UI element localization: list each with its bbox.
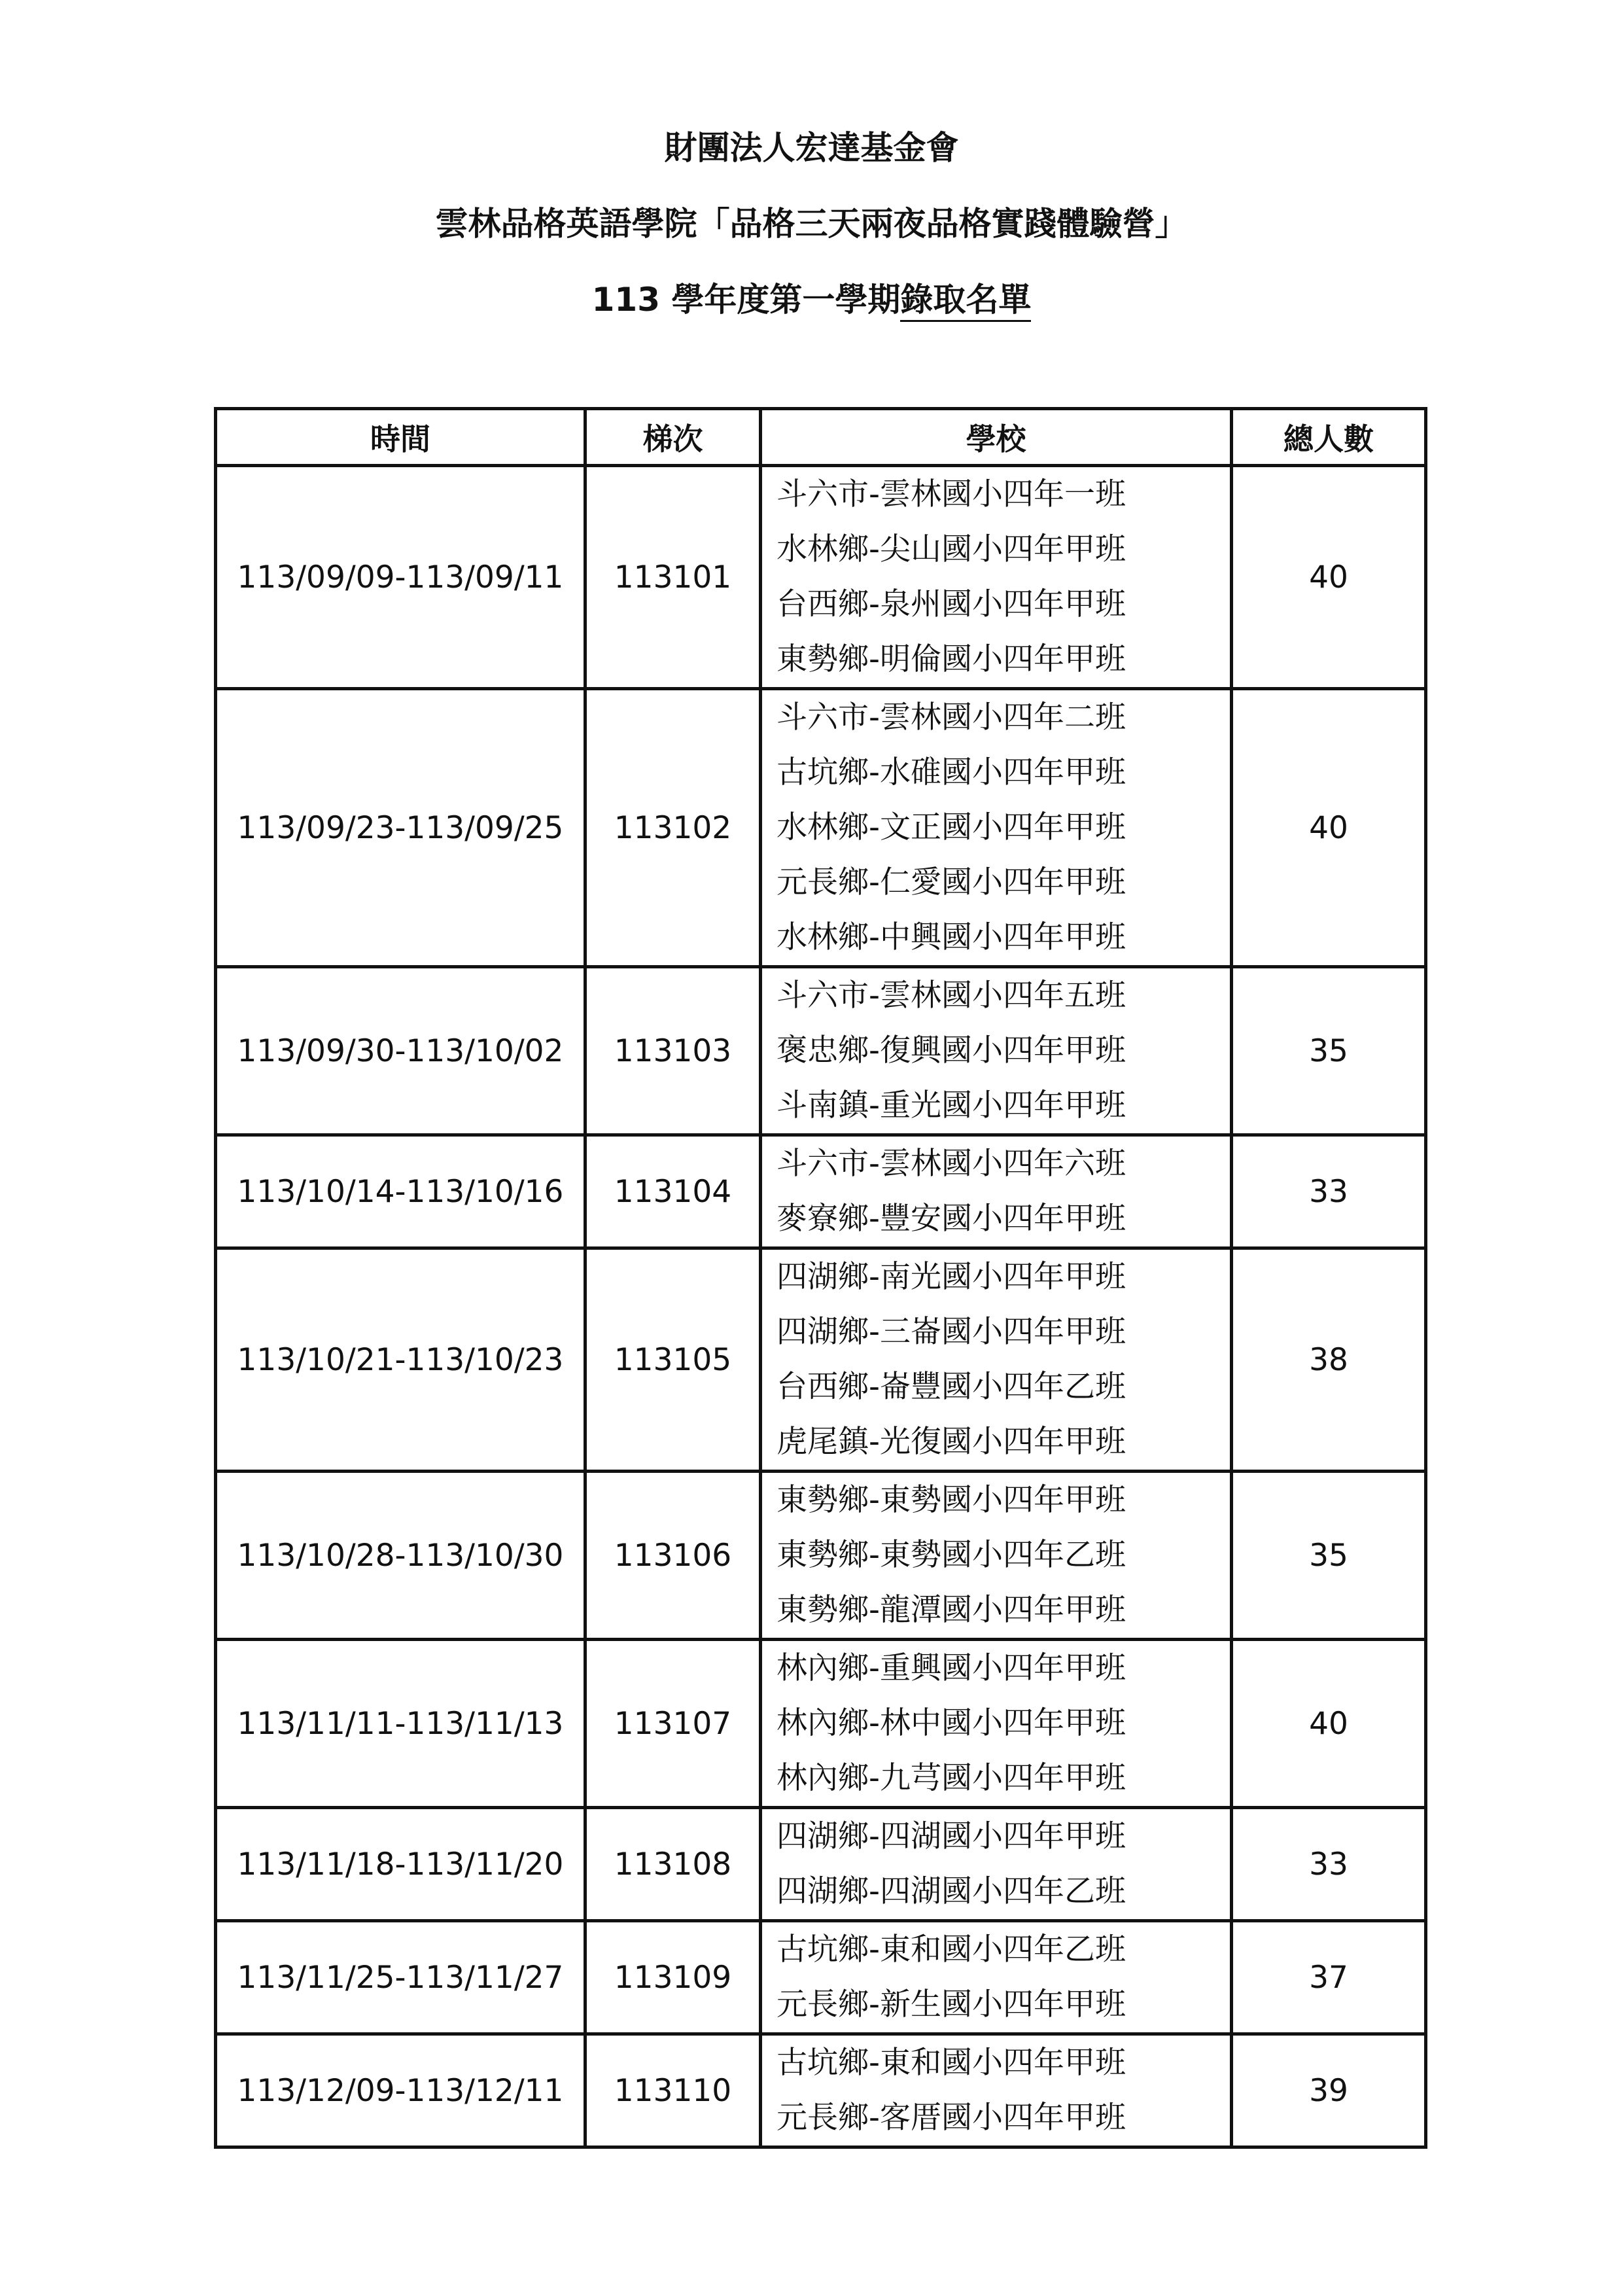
total-cell: 37 bbox=[1232, 1921, 1426, 2034]
school-cell bbox=[761, 1808, 1232, 1921]
school-class-entry: 斗六市-雲林國小四年二班 bbox=[777, 699, 1126, 735]
total-cell: 39 bbox=[1232, 2034, 1426, 2147]
school-class-entry: 東勢鄉-明倫國小四年甲班 bbox=[777, 641, 1126, 677]
time-cell: 113/11/25-113/11/27 bbox=[216, 1921, 585, 2034]
school-class-entry: 四湖鄉-三崙國小四年甲班 bbox=[777, 1314, 1126, 1350]
time-cell: 113/09/30-113/10/02 bbox=[216, 967, 585, 1135]
admission-table bbox=[214, 407, 1427, 2149]
school-cell bbox=[761, 1135, 1232, 1248]
school-class-entry: 斗南鎮-重光國小四年甲班 bbox=[777, 1087, 1126, 1123]
header-time: 時間 bbox=[216, 409, 585, 466]
header-school: 學校 bbox=[761, 409, 1232, 466]
header-total: 總人數 bbox=[1232, 409, 1426, 466]
time-cell: 113/11/11-113/11/13 bbox=[216, 1640, 585, 1808]
school-class-entry: 台西鄉-泉州國小四年甲班 bbox=[777, 586, 1126, 622]
table-body bbox=[216, 466, 1426, 2147]
school-class-entry: 東勢鄉-東勢國小四年甲班 bbox=[777, 1482, 1126, 1518]
batch-cell: 113104 bbox=[585, 1135, 761, 1248]
school-cell bbox=[761, 1640, 1232, 1808]
foundation-title: 財團法人宏達基金會 bbox=[664, 129, 959, 167]
school-class-entry: 水林鄉-中興國小四年甲班 bbox=[777, 919, 1126, 955]
batch-cell: 113103 bbox=[585, 967, 761, 1135]
batch-cell: 113105 bbox=[585, 1248, 761, 1472]
school-cell bbox=[761, 689, 1232, 967]
school-cell bbox=[761, 1248, 1232, 1472]
school-class-entry: 褒忠鄉-復興國小四年甲班 bbox=[777, 1033, 1126, 1069]
time-cell: 113/09/09-113/09/11 bbox=[216, 466, 585, 689]
school-cell bbox=[761, 1472, 1232, 1640]
list-title bbox=[0, 280, 1623, 319]
school-class-entry: 麥寮鄉-豐安國小四年甲班 bbox=[777, 1201, 1126, 1237]
school-class-entry: 古坑鄉-東和國小四年乙班 bbox=[777, 1932, 1126, 1968]
table-row bbox=[216, 689, 1426, 967]
school-class-entry: 斗六市-雲林國小四年一班 bbox=[777, 476, 1126, 512]
batch-cell: 113102 bbox=[585, 689, 761, 967]
program-title: 雲林品格英語學院「品格三天兩夜品格實踐體驗營」 bbox=[435, 205, 1188, 243]
school-class-entry: 斗六市-雲林國小四年六班 bbox=[777, 1146, 1126, 1182]
table-row bbox=[216, 967, 1426, 1135]
school-class-entry: 四湖鄉-四湖國小四年乙班 bbox=[777, 1873, 1126, 1909]
table-row bbox=[216, 1921, 1426, 2034]
school-class-entry: 東勢鄉-龍潭國小四年甲班 bbox=[777, 1592, 1126, 1628]
school-class-entry: 東勢鄉-東勢國小四年乙班 bbox=[777, 1537, 1126, 1573]
table-header-row bbox=[216, 409, 1426, 466]
time-cell: 113/09/23-113/09/25 bbox=[216, 689, 585, 967]
total-cell: 40 bbox=[1232, 1640, 1426, 1808]
school-class-entry: 水林鄉-文正國小四年甲班 bbox=[777, 809, 1126, 845]
total-cell: 35 bbox=[1232, 967, 1426, 1135]
school-class-entry: 水林鄉-尖山國小四年甲班 bbox=[777, 531, 1126, 567]
time-cell: 113/10/21-113/10/23 bbox=[216, 1248, 585, 1472]
total-cell: 40 bbox=[1232, 689, 1426, 967]
total-cell: 38 bbox=[1232, 1248, 1426, 1472]
table-row bbox=[216, 1248, 1426, 1472]
school-cell bbox=[761, 967, 1232, 1135]
list-title-underlined: 錄取名單 bbox=[900, 281, 1031, 322]
batch-cell: 113108 bbox=[585, 1808, 761, 1921]
total-cell: 33 bbox=[1232, 1135, 1426, 1248]
list-title-prefix: 113 學年度第一學期 bbox=[591, 281, 901, 319]
total-cell: 35 bbox=[1232, 1472, 1426, 1640]
school-class-entry: 台西鄉-崙豐國小四年乙班 bbox=[777, 1369, 1126, 1405]
time-cell: 113/12/09-113/12/11 bbox=[216, 2034, 585, 2147]
school-cell bbox=[761, 466, 1232, 689]
school-class-entry: 元長鄉-客厝國小四年甲班 bbox=[777, 2100, 1126, 2136]
school-class-entry: 斗六市-雲林國小四年五班 bbox=[777, 978, 1126, 1014]
school-class-entry: 虎尾鎮-光復國小四年甲班 bbox=[777, 1424, 1126, 1460]
batch-cell: 113106 bbox=[585, 1472, 761, 1640]
table-row bbox=[216, 2034, 1426, 2147]
batch-cell: 113107 bbox=[585, 1640, 761, 1808]
time-cell: 113/10/14-113/10/16 bbox=[216, 1135, 585, 1248]
school-class-entry: 林內鄉-重興國小四年甲班 bbox=[777, 1650, 1126, 1686]
school-class-entry: 四湖鄉-四湖國小四年甲班 bbox=[777, 1818, 1126, 1854]
school-class-entry: 林內鄉-九芎國小四年甲班 bbox=[777, 1760, 1126, 1796]
batch-cell: 113110 bbox=[585, 2034, 761, 2147]
table-row bbox=[216, 466, 1426, 689]
school-class-entry: 林內鄉-林中國小四年甲班 bbox=[777, 1705, 1126, 1741]
total-cell: 40 bbox=[1232, 466, 1426, 689]
table-row bbox=[216, 1472, 1426, 1640]
table-row bbox=[216, 1640, 1426, 1808]
time-cell: 113/10/28-113/10/30 bbox=[216, 1472, 585, 1640]
school-class-entry: 元長鄉-仁愛國小四年甲班 bbox=[777, 864, 1126, 900]
table-row bbox=[216, 1808, 1426, 1921]
school-class-entry: 四湖鄉-南光國小四年甲班 bbox=[777, 1259, 1126, 1295]
total-cell: 33 bbox=[1232, 1808, 1426, 1921]
time-cell: 113/11/18-113/11/20 bbox=[216, 1808, 585, 1921]
school-class-entry: 元長鄉-新生國小四年甲班 bbox=[777, 1987, 1126, 2022]
header-batch: 梯次 bbox=[585, 409, 761, 466]
batch-cell: 113109 bbox=[585, 1921, 761, 2034]
table-row bbox=[216, 1135, 1426, 1248]
school-cell bbox=[761, 2034, 1232, 2147]
school-class-entry: 古坑鄉-水碓國小四年甲班 bbox=[777, 754, 1126, 790]
batch-cell: 113101 bbox=[585, 466, 761, 689]
school-class-entry: 古坑鄉-東和國小四年甲班 bbox=[777, 2045, 1126, 2081]
school-cell bbox=[761, 1921, 1232, 2034]
